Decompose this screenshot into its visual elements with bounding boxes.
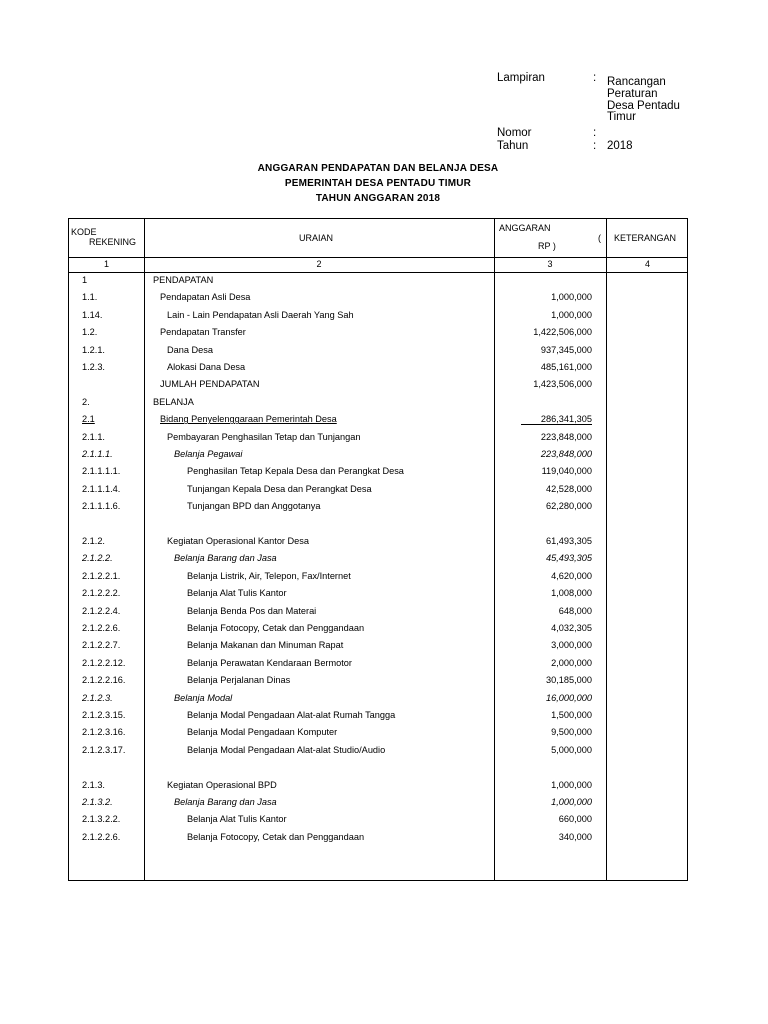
row-uraian: Belanja Modal Pengadaan Alat-alat Studio/Audio — [187, 744, 386, 755]
row-uraian: Belanja Benda Pos dan Materai — [187, 605, 317, 616]
row-anggaran: 45,493,305 — [546, 553, 592, 564]
table-row — [69, 640, 689, 657]
row-anggaran: 1,000,000 — [551, 779, 592, 790]
row-anggaran: 3,000,000 — [551, 640, 592, 651]
table-row — [69, 362, 689, 379]
row-uraian: Belanja Modal Pengadaan Komputer — [187, 727, 338, 738]
row-kode: 2.1.2.2. — [82, 553, 113, 564]
row-anggaran: 1,000,000 — [551, 797, 592, 807]
row-uraian: Alokasi Dana Desa — [167, 362, 246, 372]
title-line-3: TAHUN ANGGARAN 2018 — [315, 193, 441, 204]
row-kode: 2.1.3.2.2. — [82, 814, 121, 825]
title-line-1: ANGGARAN PENDAPATAN DAN BELANJA DESA — [257, 163, 499, 174]
row-uraian: Pembayaran Penghasilan Tetap dan Tunjangan — [167, 431, 361, 442]
row-uraian: Penghasilan Tetap Kepala Desa dan Perangkat Desa — [187, 466, 404, 477]
row-kode: 2.1.2.3.17. — [82, 744, 126, 755]
colnum-2: 2 — [316, 259, 322, 269]
row-anggaran: 937,345,000 — [540, 344, 592, 355]
table-row — [69, 345, 689, 362]
table-row — [69, 519, 689, 536]
row-uraian: Bidang Penyelenggaraan Pemerintah Desa — [160, 414, 337, 425]
row-anggaran: 1,000,000 — [551, 292, 592, 303]
colnum-divider — [69, 272, 687, 273]
table-row — [69, 553, 689, 570]
header-divider — [69, 257, 687, 258]
header-anggaran-paren: ( — [598, 233, 601, 243]
table-row — [69, 484, 689, 501]
row-uraian: Belanja Perawatan Kendaraan Bermotor — [187, 657, 352, 668]
tahun-label: Tahun — [497, 140, 529, 152]
table-row — [69, 292, 689, 309]
table-row — [69, 606, 689, 623]
lampiran-value-4: Timur — [607, 111, 636, 123]
row-kode: 2. — [82, 396, 90, 407]
table-row — [69, 414, 689, 431]
row-anggaran: 9,500,000 — [551, 727, 592, 738]
table-row — [69, 797, 689, 814]
row-anggaran: 62,280,000 — [546, 501, 592, 512]
lampiran-block — [497, 72, 697, 162]
row-anggaran: 2,000,000 — [551, 657, 592, 668]
header-kode: KODE — [71, 227, 97, 237]
table-row — [69, 727, 689, 744]
row-anggaran: 4,032,305 — [551, 623, 592, 633]
table-row — [69, 658, 689, 675]
row-uraian: Pendapatan Asli Desa — [160, 292, 251, 303]
row-kode: 1 — [82, 275, 88, 285]
row-anggaran: 119,040,000 — [541, 466, 592, 477]
row-kode: 2.1.1.1.6. — [82, 501, 121, 512]
table-row — [69, 832, 689, 849]
lampiran-label: Lampiran — [497, 72, 545, 84]
row-kode: 1.1. — [82, 292, 98, 303]
lampiran-value-1: Rancangan — [607, 76, 666, 88]
row-kode: 1.14. — [82, 309, 103, 320]
table-row — [69, 327, 689, 344]
table-row — [69, 675, 689, 692]
colnum-1: 1 — [103, 259, 109, 269]
row-uraian: Belanja Fotocopy, Cetak dan Penggandaan — [187, 831, 365, 842]
row-kode: 2.1.2.3.16. — [82, 727, 126, 738]
row-kode: 2.1.1. — [82, 431, 105, 442]
row-anggaran: 30,185,000 — [546, 675, 592, 686]
lampiran-colon: : — [593, 72, 597, 84]
table-row — [69, 536, 689, 553]
row-uraian: Belanja Pegawai — [174, 449, 243, 459]
lampiran-value-3: Desa Pentadu — [607, 100, 680, 112]
header-rekening: REKENING — [89, 237, 137, 247]
lampiran-value-2: Peraturan — [607, 88, 658, 100]
table-row — [69, 623, 689, 640]
budget-table — [68, 218, 688, 881]
row-uraian: Kegiatan Operasional Kantor Desa — [167, 536, 309, 546]
row-kode: 2.1.2. — [82, 536, 105, 546]
table-row — [69, 588, 689, 605]
row-kode: 2.1.2.2.2. — [82, 588, 121, 599]
table-row — [69, 710, 689, 727]
row-kode: 2.1.2.2.6. — [82, 623, 121, 633]
row-anggaran: 4,620,000 — [551, 570, 592, 581]
row-uraian: Belanja Modal — [174, 692, 233, 703]
table-row — [69, 310, 689, 327]
row-uraian: Belanja Barang dan Jasa — [174, 797, 277, 807]
row-anggaran: 648,000 — [558, 605, 592, 616]
row-uraian: Belanja Alat Tulis Kantor — [187, 588, 287, 599]
title-line-2: PEMERINTAH DESA PENTADU TIMUR — [284, 178, 472, 189]
row-anggaran: 1,422,506,000 — [533, 327, 592, 338]
row-uraian: Belanja Perjalanan Dinas — [187, 675, 291, 686]
row-anggaran: 16,000,000 — [546, 692, 592, 703]
row-kode: 2.1.2.3.15. — [82, 710, 126, 720]
table-row — [69, 780, 689, 797]
row-anggaran: 223,848,000 — [540, 431, 592, 442]
table-row — [69, 449, 689, 466]
colnum-4: 4 — [644, 259, 650, 269]
row-uraian: Belanja Barang dan Jasa — [174, 553, 277, 564]
row-uraian: PENDAPATAN — [153, 275, 214, 285]
row-uraian: Pendapatan Transfer — [160, 327, 246, 338]
table-row — [69, 814, 689, 831]
row-uraian: Belanja Fotocopy, Cetak dan Penggandaan — [187, 623, 365, 633]
header-keterangan: KETERANGAN — [614, 233, 677, 243]
row-uraian: JUMLAH PENDAPATAN — [160, 379, 260, 390]
row-anggaran: 1,500,000 — [551, 710, 592, 720]
row-uraian: Tunjangan BPD dan Anggotanya — [187, 501, 321, 512]
row-anggaran: 223,848,000 — [540, 449, 592, 459]
table-row — [69, 571, 689, 588]
table-row — [69, 501, 689, 518]
row-anggaran: 42,528,000 — [546, 483, 592, 494]
row-anggaran: 61,493,305 — [546, 536, 592, 546]
nomor-label: Nomor — [497, 127, 532, 139]
row-uraian: Belanja Alat Tulis Kantor — [187, 814, 287, 825]
row-kode: 2.1.3. — [82, 779, 105, 790]
row-uraian: Kegiatan Operasional BPD — [167, 779, 277, 790]
row-uraian: Lain - Lain Pendapatan Asli Daerah Yang Sah — [167, 309, 354, 320]
table-row — [69, 762, 689, 779]
table-row — [69, 379, 689, 396]
row-kode: 2.1.1.1.4. — [82, 483, 121, 494]
row-kode: 2.1.2.2.7. — [82, 640, 121, 651]
row-kode: 2.1.2.2.4. — [82, 605, 121, 616]
row-uraian: Belanja Listrik, Air, Telepon, Fax/Internet — [187, 570, 351, 581]
nomor-colon: : — [593, 127, 597, 139]
row-kode: 2.1.2.3. — [82, 692, 113, 703]
row-kode: 2.1 — [82, 414, 95, 425]
table-row — [69, 693, 689, 710]
row-uraian: Belanja Makanan dan Minuman Rapat — [187, 640, 344, 651]
row-kode: 2.1.2.2.1. — [82, 570, 121, 581]
row-kode: 2.1.2.2.12. — [82, 657, 126, 668]
row-anggaran: 485,161,000 — [540, 362, 592, 372]
table-row — [69, 275, 689, 292]
row-anggaran: 5,000,000 — [551, 744, 592, 755]
row-anggaran: 286,341,305 — [521, 414, 592, 425]
row-kode: 1.2. — [82, 327, 98, 338]
table-row — [69, 432, 689, 449]
document-title — [68, 161, 688, 206]
row-anggaran: 1,000,000 — [551, 309, 592, 320]
row-uraian: BELANJA — [153, 396, 194, 407]
row-anggaran: 1,008,000 — [551, 588, 592, 599]
row-anggaran: 340,000 — [558, 831, 592, 842]
colnum-3: 3 — [547, 259, 553, 269]
row-kode: 2.1.1.1. — [82, 449, 113, 459]
row-anggaran: 660,000 — [558, 814, 592, 825]
row-anggaran: 1,423,506,000 — [533, 379, 592, 390]
row-uraian: Dana Desa — [167, 344, 213, 355]
row-kode: 2.1.2.2.16. — [82, 675, 126, 686]
table-row — [69, 397, 689, 414]
tahun-colon: : — [593, 140, 597, 152]
table-row — [69, 466, 689, 483]
header-anggaran: ANGGARAN — [499, 223, 551, 233]
row-uraian: Tunjangan Kepala Desa dan Perangkat Desa — [187, 483, 372, 494]
row-kode: 1.2.3. — [82, 362, 105, 372]
header-anggaran-rp: RP ) — [538, 241, 556, 251]
row-kode: 2.1.2.2.6. — [82, 831, 121, 842]
row-kode: 1.2.1. — [82, 344, 105, 355]
header-uraian: URAIAN — [299, 233, 334, 243]
row-uraian: Belanja Modal Pengadaan Alat-alat Rumah Tangga — [187, 710, 396, 720]
row-kode: 2.1.1.1.1. — [82, 466, 121, 477]
table-row — [69, 745, 689, 762]
tahun-value: 2018 — [607, 140, 633, 152]
row-kode: 2.1.3.2. — [82, 797, 113, 807]
